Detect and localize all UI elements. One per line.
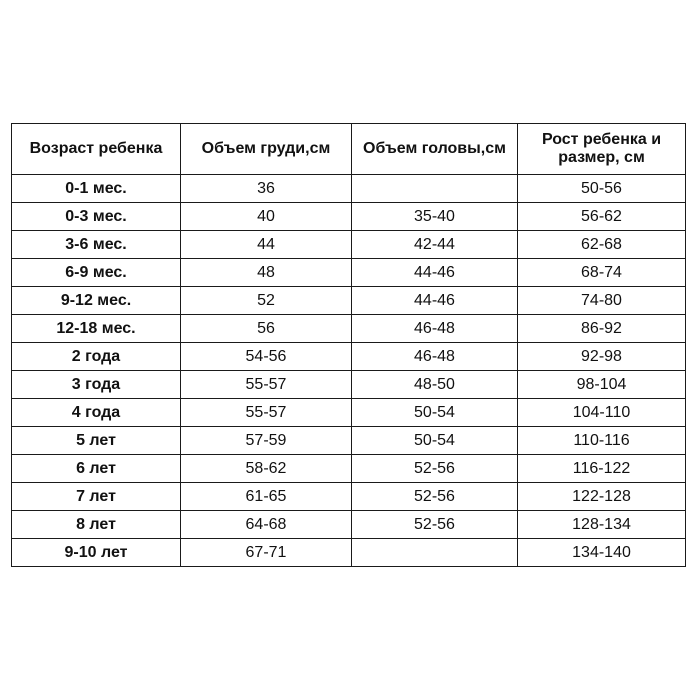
header-head: Объем головы,см	[352, 124, 518, 175]
cell-head: 42-44	[352, 231, 518, 259]
cell-chest: 48	[181, 259, 352, 287]
cell-height: 128-134	[518, 511, 686, 539]
cell-age: 6 лет	[12, 455, 181, 483]
table-row	[12, 287, 686, 315]
cell-age: 12-18 мес.	[12, 315, 181, 343]
cell-chest: 58-62	[181, 455, 352, 483]
table-row	[12, 455, 686, 483]
cell-height: 56-62	[518, 203, 686, 231]
cell-height: 68-74	[518, 259, 686, 287]
cell-age: 9-10 лет	[12, 539, 181, 567]
cell-age: 0-3 мес.	[12, 203, 181, 231]
cell-chest: 64-68	[181, 511, 352, 539]
size-chart-table	[11, 123, 686, 567]
cell-age: 3 года	[12, 371, 181, 399]
cell-chest: 56	[181, 315, 352, 343]
table-row	[12, 175, 686, 203]
cell-height: 116-122	[518, 455, 686, 483]
cell-age: 3-6 мес.	[12, 231, 181, 259]
cell-age: 5 лет	[12, 427, 181, 455]
table-row	[12, 511, 686, 539]
cell-head: 44-46	[352, 259, 518, 287]
cell-chest: 57-59	[181, 427, 352, 455]
cell-age: 2 года	[12, 343, 181, 371]
cell-chest: 61-65	[181, 483, 352, 511]
cell-head: 44-46	[352, 287, 518, 315]
cell-head	[352, 175, 518, 203]
table-row	[12, 399, 686, 427]
cell-height: 74-80	[518, 287, 686, 315]
cell-height: 50-56	[518, 175, 686, 203]
cell-age: 8 лет	[12, 511, 181, 539]
cell-head: 46-48	[352, 315, 518, 343]
cell-chest: 44	[181, 231, 352, 259]
table-row	[12, 203, 686, 231]
cell-head: 50-54	[352, 399, 518, 427]
cell-height: 62-68	[518, 231, 686, 259]
cell-head: 46-48	[352, 343, 518, 371]
cell-head	[352, 539, 518, 567]
table-row	[12, 427, 686, 455]
cell-chest: 52	[181, 287, 352, 315]
header-height: Рост ребенка и размер, см	[518, 124, 686, 175]
table-row	[12, 371, 686, 399]
cell-height: 92-98	[518, 343, 686, 371]
cell-head: 52-56	[352, 511, 518, 539]
cell-head: 48-50	[352, 371, 518, 399]
cell-chest: 55-57	[181, 399, 352, 427]
header-row	[12, 124, 686, 175]
cell-chest: 67-71	[181, 539, 352, 567]
cell-head: 52-56	[352, 455, 518, 483]
cell-age: 9-12 мес.	[12, 287, 181, 315]
cell-age: 6-9 мес.	[12, 259, 181, 287]
cell-chest: 55-57	[181, 371, 352, 399]
table-row	[12, 315, 686, 343]
cell-age: 7 лет	[12, 483, 181, 511]
table-row	[12, 483, 686, 511]
cell-height: 98-104	[518, 371, 686, 399]
cell-head: 52-56	[352, 483, 518, 511]
cell-head: 50-54	[352, 427, 518, 455]
header-age: Возраст ребенка	[12, 124, 181, 175]
cell-height: 104-110	[518, 399, 686, 427]
cell-age: 0-1 мес.	[12, 175, 181, 203]
table-row	[12, 343, 686, 371]
header-chest: Объем груди,см	[181, 124, 352, 175]
cell-height: 134-140	[518, 539, 686, 567]
cell-chest: 40	[181, 203, 352, 231]
cell-chest: 54-56	[181, 343, 352, 371]
cell-height: 110-116	[518, 427, 686, 455]
cell-age: 4 года	[12, 399, 181, 427]
cell-head: 35-40	[352, 203, 518, 231]
cell-chest: 36	[181, 175, 352, 203]
table-row	[12, 231, 686, 259]
table-row	[12, 539, 686, 567]
cell-height: 122-128	[518, 483, 686, 511]
cell-height: 86-92	[518, 315, 686, 343]
table-row	[12, 259, 686, 287]
